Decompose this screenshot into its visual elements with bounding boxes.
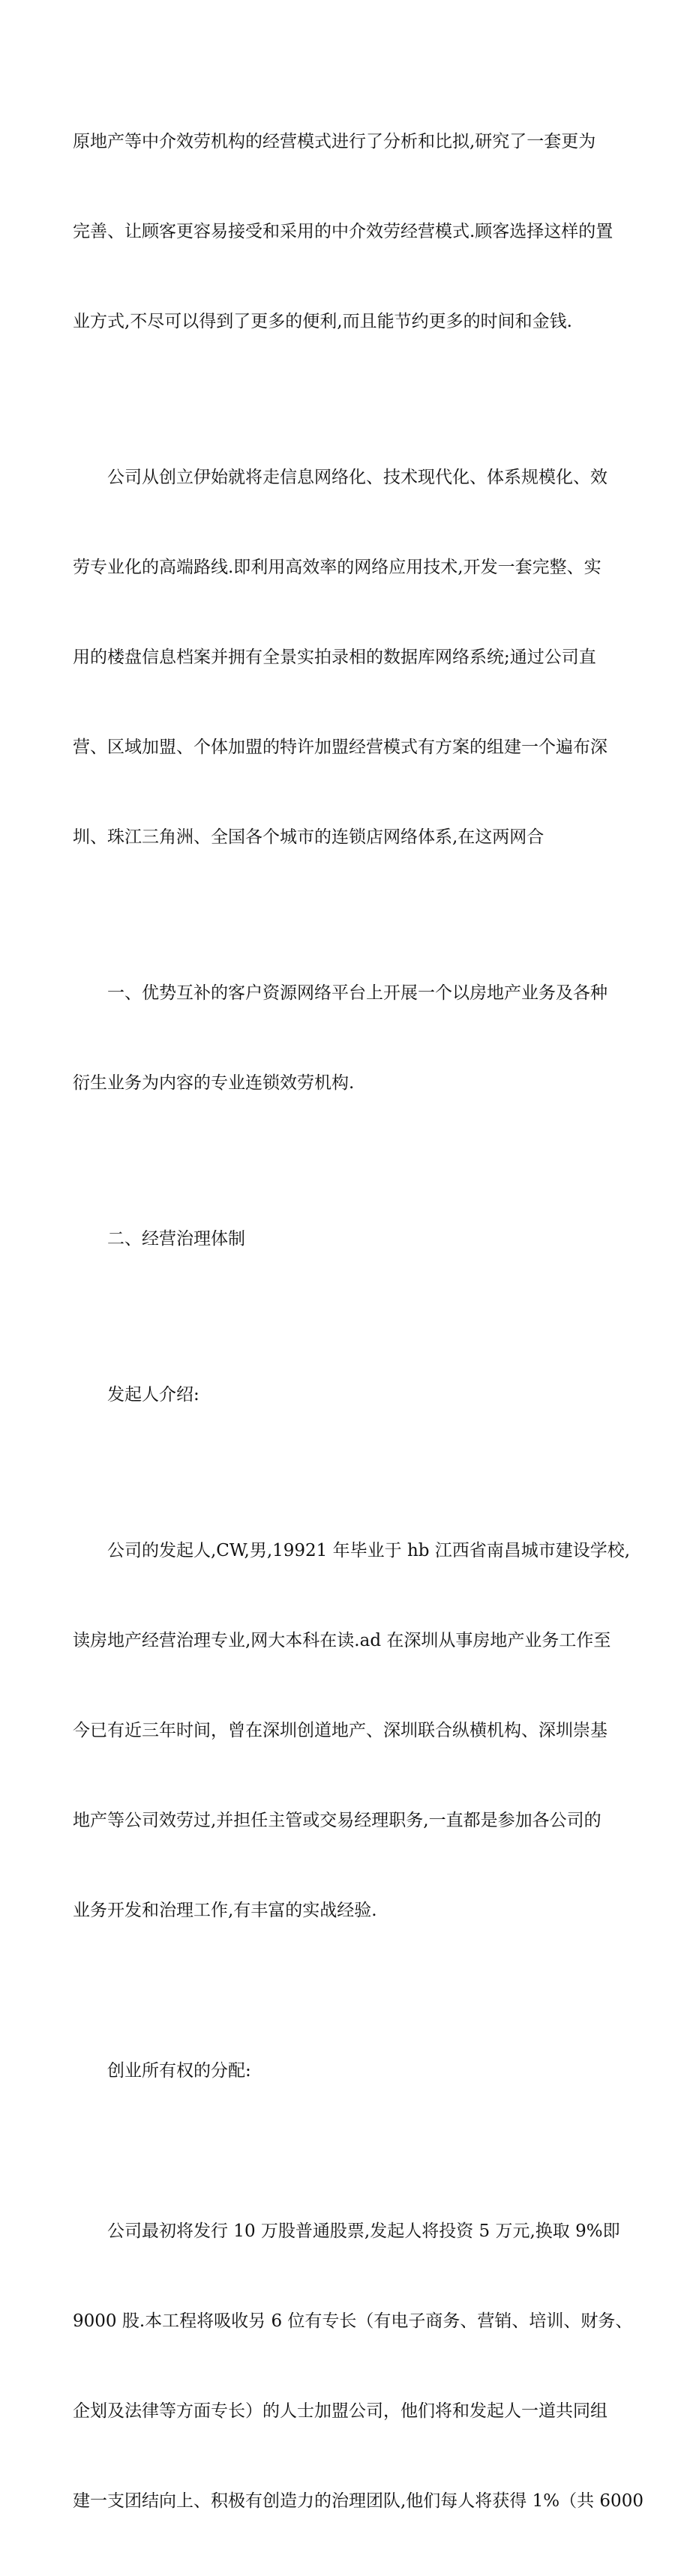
text-line: 衍生业务为内容的专业连锁效劳机构. xyxy=(73,1073,355,1093)
text-line: 建一支团结向上、积极有创造力的治理团队,他们每人将获得 1%（共 6000 xyxy=(73,2491,644,2511)
paragraph-gap xyxy=(73,912,628,918)
paragraph-gap xyxy=(73,2146,628,2156)
paragraph-1 xyxy=(73,67,628,396)
text-line: 9000 股.本工程将吸收另 6 位有专长（有电子商务、营销、培训、财务、 xyxy=(73,2311,633,2331)
document-body xyxy=(73,67,644,2576)
text-line: 用的楼盘信息档案并拥有全景实拍录相的数据库网络系统;通过公司直 xyxy=(73,648,596,667)
paragraph-4 xyxy=(73,1164,628,1314)
paragraph-5 xyxy=(73,1320,628,1470)
text-line: 读房地产经营治理专业,网大本科在读.ad 在深圳从事房地产业务工作至 xyxy=(73,1631,611,1650)
paragraph-2 xyxy=(73,402,628,912)
text-line: 圳、珠江三角洲、全国各个城市的连锁店网络体系,在这两网合 xyxy=(73,827,544,847)
text-line: 今已有近三年时间，曾在深圳创道地产、深圳联合纵横机构、深圳崇基 xyxy=(73,1721,608,1740)
paragraph-6 xyxy=(73,1476,631,1985)
paragraph-gap xyxy=(73,396,628,402)
text-line: 营、区域加盟、个体加盟的特许加盟经营模式有方案的组建一个遍布深 xyxy=(73,737,608,757)
text-line: 劳专业化的高端路线.即利用高效率的网络应用技术,开发一套完整、实 xyxy=(73,558,602,577)
text-line: 完善、让顾客更容易接受和采用的中介效劳经营模式.顾客选择这样的置 xyxy=(73,222,614,241)
text-line: 公司的发起人,CW,男,19921 年毕业于 hb 江西省南昌城市建设学校, xyxy=(107,1541,631,1560)
text-line: 地产等公司效劳过,并担任主管或交易经理职务,一直都是参加各公司的 xyxy=(73,1811,602,1830)
paragraph-gap xyxy=(73,1158,628,1164)
paragraph-3 xyxy=(73,918,628,1158)
section-heading: 二、经营治理体制 xyxy=(107,1229,245,1249)
paragraph-gap xyxy=(73,1470,628,1476)
text-line: 公司最初将发行 10 万股普通股票,发起人将投资 5 万元,换取 9%即 xyxy=(107,2221,620,2241)
subheading: 创业所有权的分配: xyxy=(107,2061,251,2081)
text-line: 公司从创立伊始就将走信息网络化、技术现代化、体系规模化、效 xyxy=(107,468,608,487)
text-line: 企划及法律等方面专长）的人士加盟公司，他们将和发起人一道共同组 xyxy=(73,2401,608,2421)
subheading: 发起人介绍: xyxy=(107,1385,200,1405)
paragraph-gap xyxy=(73,1985,628,1996)
paragraph-8 xyxy=(73,2156,644,2576)
text-line: 业方式,不尽可以得到了更多的便利,而且能节约更多的时间和金钱. xyxy=(73,312,572,331)
paragraph-gap xyxy=(73,1314,628,1320)
paragraph-7 xyxy=(73,1996,628,2146)
text-line: 业务开发和治理工作,有丰富的实战经验. xyxy=(73,1901,377,1920)
text-line: 一、优势互补的客户资源网络平台上开展一个以房地产业务及各种 xyxy=(107,983,608,1003)
text-line: 原地产等中介效劳机构的经营模式进行了分析和比拟,研究了一套更为 xyxy=(73,132,596,151)
